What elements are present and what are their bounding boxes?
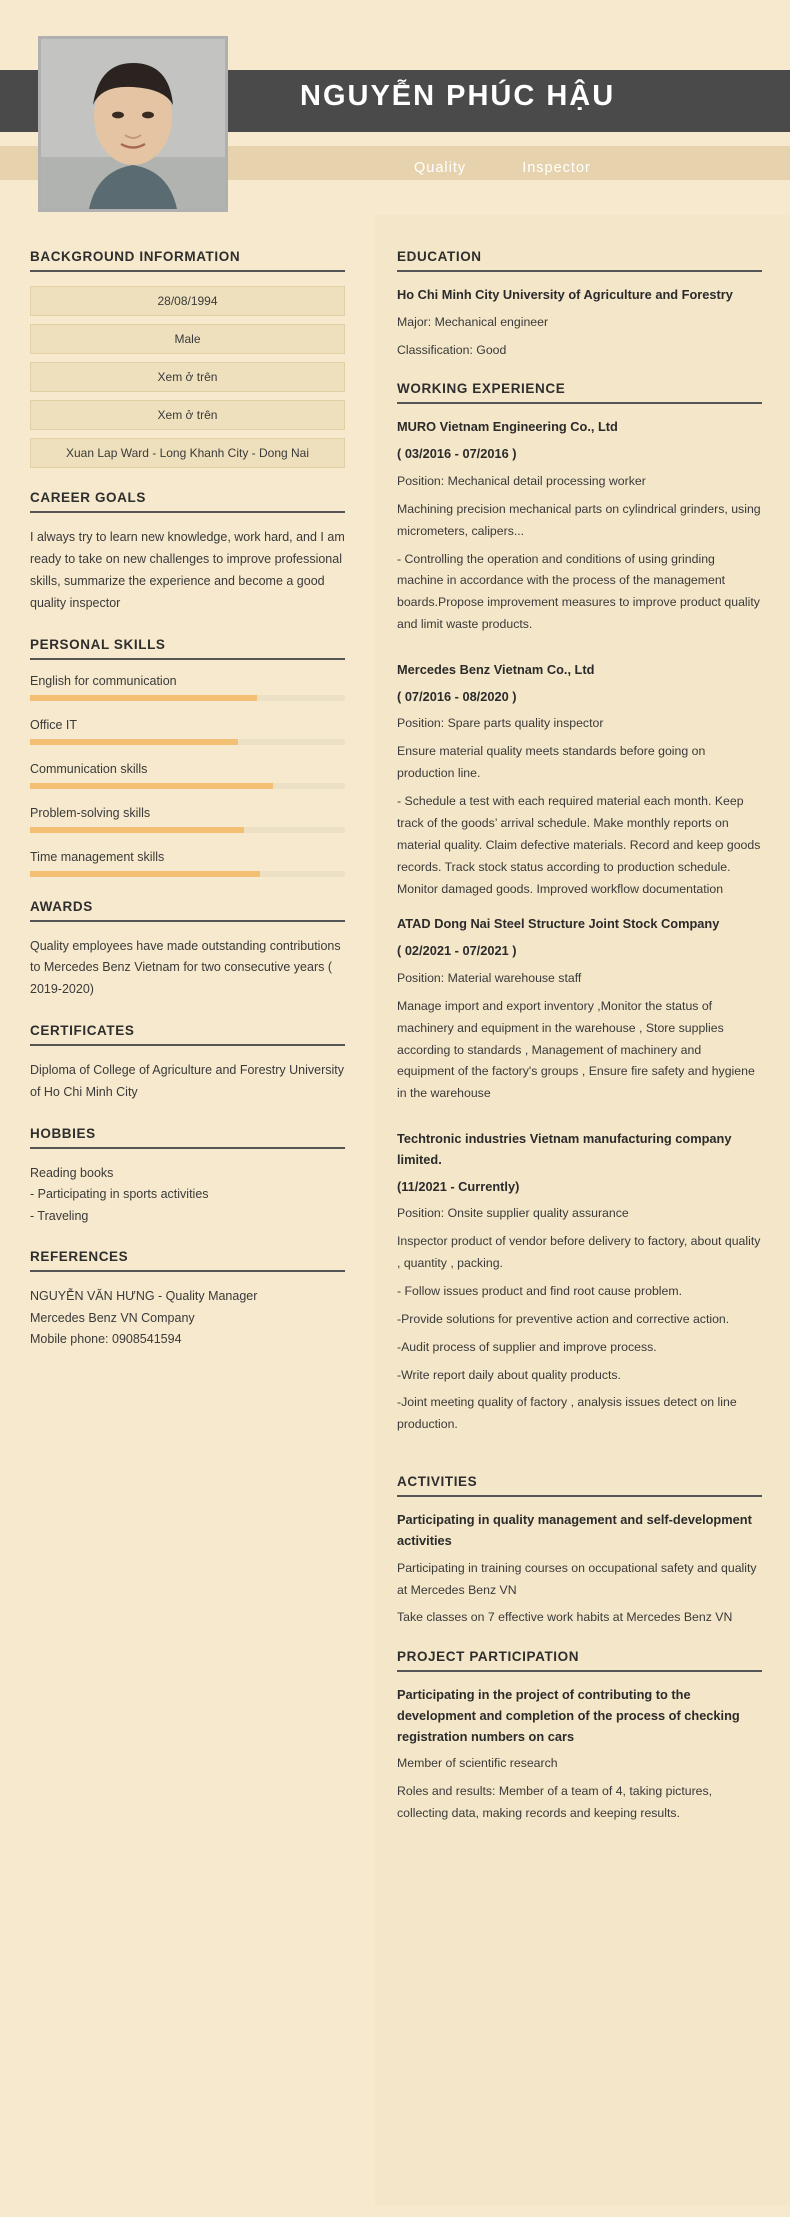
section-education xyxy=(397,249,762,361)
section-personal-skills xyxy=(30,637,345,877)
experience-company: Mercedes Benz Vietnam Co., Ltd xyxy=(397,662,595,678)
section-career-goals xyxy=(30,490,345,615)
experience-line: Ensure material quality meets standards before going on production line. xyxy=(397,744,706,781)
activities-line: Participating in training courses on occupational safety and quality at Mercedes Benz VN xyxy=(397,1560,757,1597)
skill-bar-track xyxy=(30,695,345,701)
experience-item xyxy=(397,914,762,1105)
career-goals-text: I always try to learn new knowledge, work hard, and I am ready to take on new challenges to improve professional skills, summarize the experience and become a good quality inspector xyxy=(30,530,345,610)
divider xyxy=(30,270,345,272)
spacer xyxy=(397,642,762,660)
experience-line: -Write report daily about quality products. xyxy=(397,1367,621,1382)
skill-label: English for communication xyxy=(30,673,177,688)
skill-bar-fill xyxy=(30,695,257,701)
portrait-photo-icon xyxy=(41,39,225,209)
divider xyxy=(30,1044,345,1046)
section-background-information xyxy=(30,249,345,468)
section-title: PERSONAL SKILLS xyxy=(30,636,166,652)
page-title: NGUYỄN PHÚC HẬU xyxy=(300,80,616,112)
info-pill-address: Xuan Lap Ward - Long Khanh City - Dong Nai xyxy=(30,438,345,468)
skill-bar-fill xyxy=(30,783,273,789)
section-title: PROJECT PARTICIPATION xyxy=(397,1649,580,1665)
skill-bar-track xyxy=(30,739,345,745)
awards-text: Quality employees have made outstanding contributions to Mercedes Benz Vietnam for two consecutive years ( 2019-2020) xyxy=(30,938,341,997)
skill-label: Communication skills xyxy=(30,761,148,776)
experience-company: Techtronic industries Vietnam manufacturing company limited. xyxy=(397,1131,732,1167)
hobby-item: - Participating in sports activities xyxy=(30,1187,209,1202)
education-major: Major: Mechanical engineer xyxy=(397,314,549,329)
hobby-item: Reading books xyxy=(30,1165,114,1180)
avatar xyxy=(38,36,228,212)
experience-line: Position: Onsite supplier quality assurance xyxy=(397,1206,629,1221)
reference-line: Mercedes Benz VN Company xyxy=(30,1310,195,1325)
subtitle-quality: Quality xyxy=(414,160,467,176)
experience-line: Manage import and export inventory ,Monitor the status of machinery and equipment in the warehouse , Store supplies according to standards , Management of machinery and equipment of the factory's groups , Ensure fire safety and hygiene in the warehouse xyxy=(397,998,755,1101)
skill-bar-track xyxy=(30,783,345,789)
project-line: Member of scientific research xyxy=(397,1756,558,1771)
experience-item xyxy=(397,1129,762,1436)
resume-body xyxy=(0,215,790,2205)
skill-bar-fill xyxy=(30,739,238,745)
experience-line: - Follow issues product and find root cause problem. xyxy=(397,1283,683,1298)
experience-line: -Provide solutions for preventive action and corrective action. xyxy=(397,1311,730,1326)
section-title: EDUCATION xyxy=(397,249,482,264)
divider xyxy=(397,402,762,404)
info-pill-phone: Xem ở trên xyxy=(30,362,345,392)
info-pill-gender: Male xyxy=(30,324,345,354)
experience-period: (11/2021 - Currently) xyxy=(397,1178,520,1194)
left-column xyxy=(0,215,375,1413)
section-awards xyxy=(30,899,345,1002)
project-line: Roles and results: Member of a team of 4, taking pictures, collecting data, making records and keeping results. xyxy=(397,1784,713,1821)
section-project-participation xyxy=(397,1649,762,1825)
skill-item xyxy=(30,762,345,789)
section-title: BACKGROUND INFORMATION xyxy=(30,249,241,264)
skill-bar-fill xyxy=(30,827,244,833)
hobby-item: - Traveling xyxy=(30,1208,89,1223)
skill-item xyxy=(30,850,345,877)
divider xyxy=(397,1495,762,1497)
job-subtitle xyxy=(414,160,591,176)
divider xyxy=(397,1670,762,1672)
divider xyxy=(30,1270,345,1272)
skill-item xyxy=(30,718,345,745)
skill-label: Time management skills xyxy=(30,849,165,864)
info-pill-email: Xem ở trên xyxy=(30,400,345,430)
experience-company: ATAD Dong Nai Steel Structure Joint Stock Company xyxy=(397,916,720,932)
section-references xyxy=(30,1249,345,1351)
education-classification: Classification: Good xyxy=(397,342,507,357)
experience-period: ( 03/2016 - 07/2016 ) xyxy=(397,446,517,462)
experience-period: ( 07/2016 - 08/2020 ) xyxy=(397,688,517,704)
experience-line: Position: Spare parts quality inspector xyxy=(397,716,604,731)
subtitle-inspector: Inspector xyxy=(522,160,591,176)
experience-line: Position: Mechanical detail processing worker xyxy=(397,473,646,488)
section-title: AWARDS xyxy=(30,898,93,914)
experience-item xyxy=(397,417,762,636)
section-title: ACTIVITIES xyxy=(397,1474,478,1490)
spacer xyxy=(397,1456,762,1474)
skill-bar-fill xyxy=(30,871,260,877)
section-certificates xyxy=(30,1023,345,1104)
skill-label: Problem-solving skills xyxy=(30,805,151,820)
experience-period: ( 02/2021 - 07/2021 ) xyxy=(397,943,517,959)
skill-label: Office IT xyxy=(30,717,78,732)
experience-line: - Schedule a test with each required material each month. Keep track of the goods’ arrival schedule. Make monthly reports on material quality. Claim defective materials. Record and keep goods records. Track stock status according to production schedule. Monitor damaged goods. Improved workflow documentation xyxy=(397,794,761,896)
activities-heading: Participating in quality management and self-development activities xyxy=(397,1512,752,1548)
skill-item xyxy=(30,674,345,701)
divider xyxy=(397,270,762,272)
spacer xyxy=(397,906,762,914)
education-school: Ho Chi Minh City University of Agriculture and Forestry xyxy=(397,287,733,302)
experience-line: Machining precision mechanical parts on cylindrical grinders, using micrometers, calipers... xyxy=(397,501,761,538)
reference-line: Mobile phone: 0908541594 xyxy=(30,1332,182,1347)
section-hobbies xyxy=(30,1126,345,1228)
divider xyxy=(30,511,345,513)
reference-line: NGUYỄN VĂN HƯNG - Quality Manager xyxy=(30,1289,258,1304)
experience-line: - Controlling the operation and conditions of using grinding machine in accordance with the process of the management boards.Propose improvement measures to improve product quality and limit waste products. xyxy=(397,551,760,632)
certificates-text: Diploma of College of Agriculture and Forestry University of Ho Chi Minh City xyxy=(30,1063,345,1099)
skill-item xyxy=(30,806,345,833)
skill-bar-track xyxy=(30,871,345,877)
experience-line: Inspector product of vendor before delivery to factory, about quality , quantity , packing. xyxy=(397,1234,761,1271)
experience-line: -Joint meeting quality of factory , analysis issues detect on line production. xyxy=(397,1395,737,1432)
section-title: WORKING EXPERIENCE xyxy=(397,381,566,397)
experience-line: -Audit process of supplier and improve process. xyxy=(397,1339,657,1354)
activities-line: Take classes on 7 effective work habits at Mercedes Benz VN xyxy=(397,1610,733,1625)
info-pill-birthdate: 28/08/1994 xyxy=(30,286,345,316)
spacer xyxy=(397,1111,762,1129)
divider xyxy=(30,920,345,922)
section-title: HOBBIES xyxy=(30,1125,96,1141)
right-column xyxy=(375,215,790,2205)
section-title: REFERENCES xyxy=(30,1249,129,1265)
project-heading: Participating in the project of contributing to the development and completion of the process of checking registration numbers on cars xyxy=(397,1687,740,1744)
experience-line: Position: Material warehouse staff xyxy=(397,970,582,985)
section-title: CERTIFICATES xyxy=(30,1023,135,1039)
experience-item xyxy=(397,660,762,900)
divider xyxy=(30,1147,345,1149)
section-activities xyxy=(397,1474,762,1629)
experience-company: MURO Vietnam Engineering Co., Ltd xyxy=(397,419,618,435)
resume-header xyxy=(0,0,790,215)
section-working-experience xyxy=(397,381,762,1436)
divider xyxy=(30,658,345,660)
section-title: CAREER GOALS xyxy=(30,490,146,505)
skill-bar-track xyxy=(30,827,345,833)
